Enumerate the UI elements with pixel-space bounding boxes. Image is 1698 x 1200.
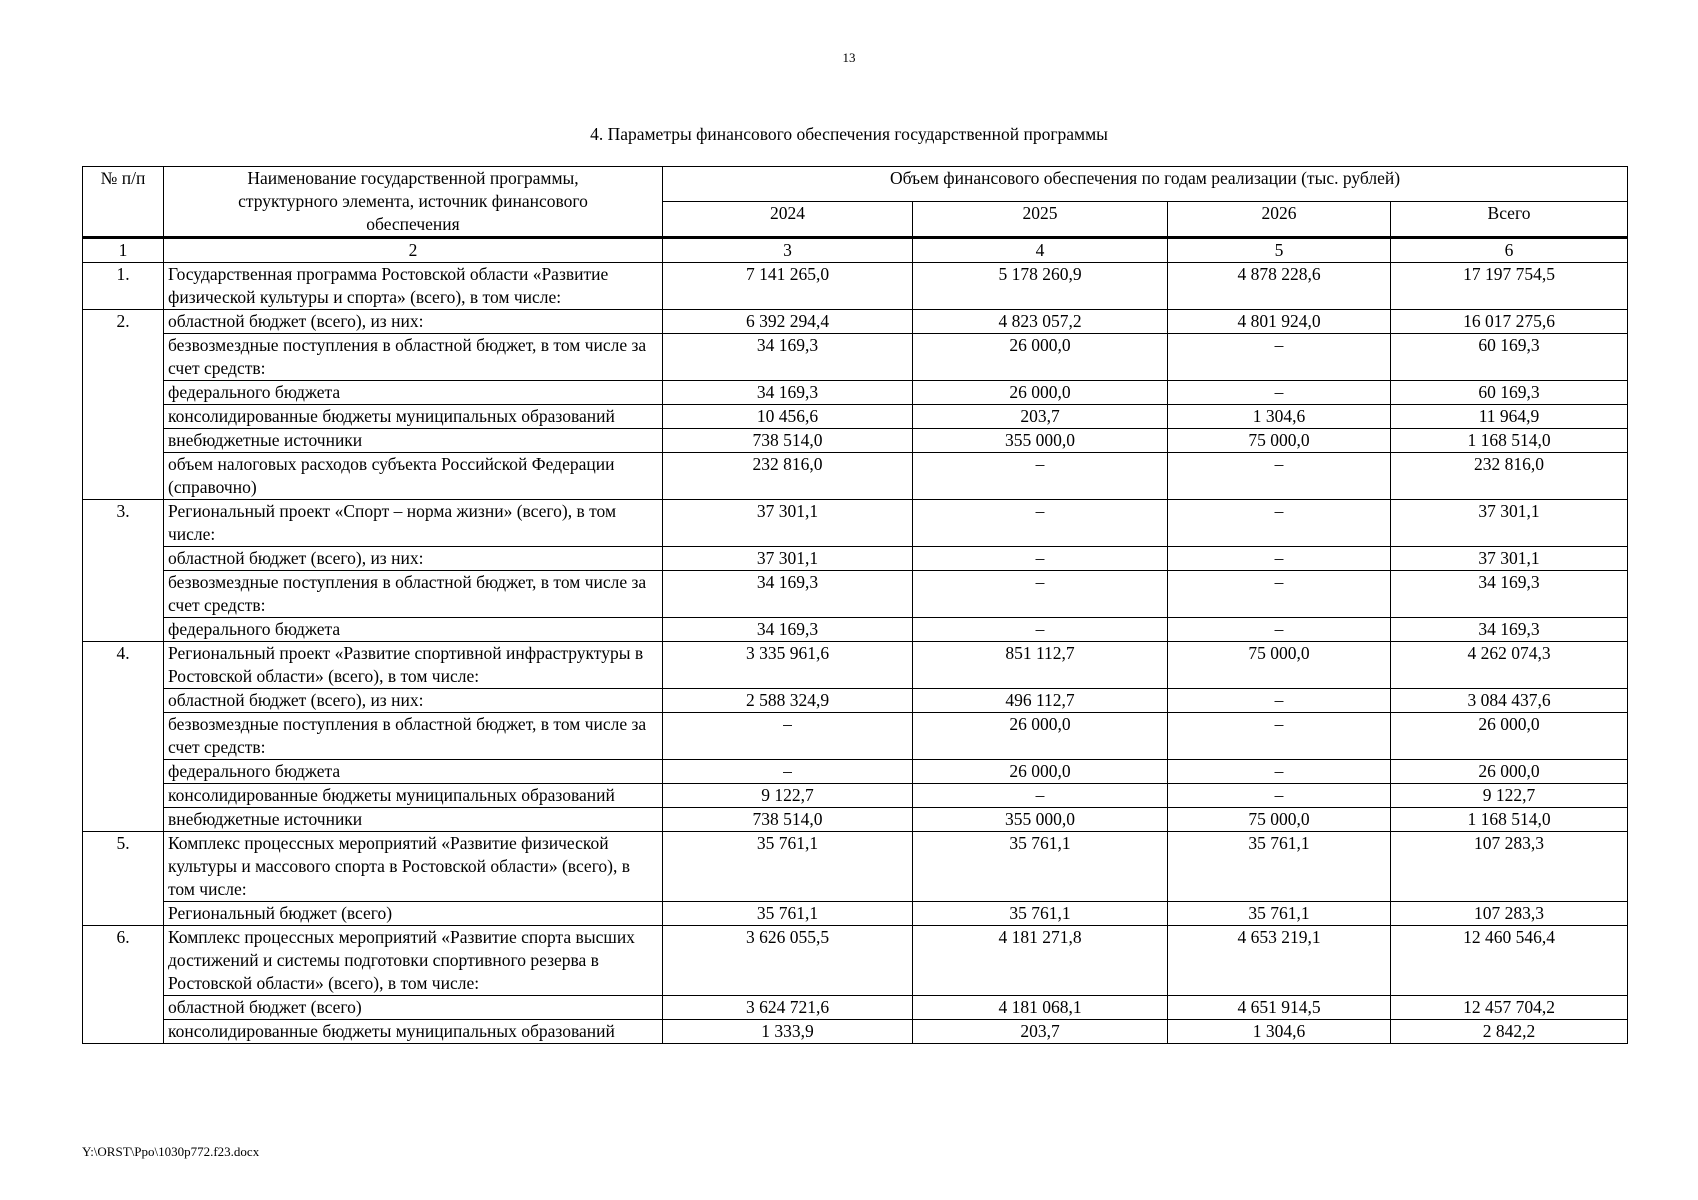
value-2026: – (1168, 760, 1391, 784)
value-total: 37 301,1 (1391, 547, 1628, 571)
value-2026: 1 304,6 (1168, 405, 1391, 429)
value-2024: 3 335 961,6 (663, 642, 913, 689)
table-row (83, 547, 1628, 571)
value-2024: 232 816,0 (663, 453, 913, 500)
value-2024: 34 169,3 (663, 618, 913, 642)
value-2026: 4 651 914,5 (1168, 996, 1391, 1020)
row-name: федерального бюджета (164, 381, 663, 405)
table-row (83, 381, 1628, 405)
header-total: Всего (1391, 201, 1628, 237)
value-2026: 35 761,1 (1168, 832, 1391, 902)
value-2024: 34 169,3 (663, 571, 913, 618)
value-total: 26 000,0 (1391, 713, 1628, 760)
value-2025: 4 181 068,1 (913, 996, 1168, 1020)
table-row (83, 760, 1628, 784)
table-row (83, 263, 1628, 310)
row-name: консолидированные бюджеты муниципальных образований (164, 784, 663, 808)
col-number: 1 (83, 238, 164, 263)
value-2026: – (1168, 453, 1391, 500)
value-2025: 355 000,0 (913, 429, 1168, 453)
value-2026: 4 801 924,0 (1168, 310, 1391, 334)
table-row (83, 832, 1628, 902)
value-2026: 75 000,0 (1168, 642, 1391, 689)
value-2026: 4 653 219,1 (1168, 926, 1391, 996)
value-2025: – (913, 453, 1168, 500)
col-number: 3 (663, 238, 913, 263)
value-2025: 35 761,1 (913, 902, 1168, 926)
row-name: объем налоговых расходов субъекта Российской Федерации (справочно) (164, 453, 663, 500)
value-2025: 203,7 (913, 1020, 1168, 1044)
value-2024: 34 169,3 (663, 334, 913, 381)
value-2026: – (1168, 689, 1391, 713)
value-2025: 203,7 (913, 405, 1168, 429)
value-total: 1 168 514,0 (1391, 429, 1628, 453)
table-row (83, 453, 1628, 500)
value-total: 12 457 704,2 (1391, 996, 1628, 1020)
table-row (83, 334, 1628, 381)
value-2024: – (663, 713, 913, 760)
row-name: областной бюджет (всего), из них: (164, 547, 663, 571)
row-name: федерального бюджета (164, 618, 663, 642)
value-2026: – (1168, 381, 1391, 405)
page-number: 13 (842, 50, 856, 65)
value-2025: – (913, 618, 1168, 642)
row-number: 3. (83, 500, 164, 642)
value-2024: 738 514,0 (663, 808, 913, 832)
table-row (83, 618, 1628, 642)
row-name: областной бюджет (всего), из них: (164, 689, 663, 713)
value-2024: 7 141 265,0 (663, 263, 913, 310)
row-name: Государственная программа Ростовской области «Развитие физической культуры и спорта» (всего), в том числе: (164, 263, 663, 310)
row-name: Комплекс процессных мероприятий «Развитие физической культуры и массового спорта в Ростовской области» (всего), в том числе: (164, 832, 663, 902)
row-name: безвозмездные поступления в областной бюджет, в том числе за счет средств: (164, 334, 663, 381)
value-2025: – (913, 571, 1168, 618)
header-volume: Объем финансового обеспечения по годам реализации (тыс. рублей) (663, 167, 1628, 202)
value-2024: 37 301,1 (663, 500, 913, 547)
table-body (83, 263, 1628, 1044)
value-2025: 355 000,0 (913, 808, 1168, 832)
value-total: 60 169,3 (1391, 381, 1628, 405)
col-number: 5 (1168, 238, 1391, 263)
table-row (83, 310, 1628, 334)
row-name: безвозмездные поступления в областной бюджет, в том числе за счет средств: (164, 713, 663, 760)
row-name: консолидированные бюджеты муниципальных образований (164, 405, 663, 429)
value-total: 107 283,3 (1391, 902, 1628, 926)
value-total: 37 301,1 (1391, 500, 1628, 547)
row-name: областной бюджет (всего), из них: (164, 310, 663, 334)
value-2026: 4 878 228,6 (1168, 263, 1391, 310)
value-2024: 3 624 721,6 (663, 996, 913, 1020)
table-row (83, 808, 1628, 832)
row-name: внебюджетные источники (164, 808, 663, 832)
financing-table (82, 166, 1628, 1044)
value-2024: 10 456,6 (663, 405, 913, 429)
table-row (83, 926, 1628, 996)
value-total: 26 000,0 (1391, 760, 1628, 784)
value-total: 11 964,9 (1391, 405, 1628, 429)
value-2025: 4 181 271,8 (913, 926, 1168, 996)
row-name: Комплекс процессных мероприятий «Развитие спорта высших достижений и системы подготовки спортивного резерва в Ростовской области» (всего), в том числе: (164, 926, 663, 996)
table-row (83, 902, 1628, 926)
row-name: областной бюджет (всего) (164, 996, 663, 1020)
table-row (83, 429, 1628, 453)
value-2026: 75 000,0 (1168, 808, 1391, 832)
value-total: 34 169,3 (1391, 618, 1628, 642)
section-title: 4. Параметры финансового обеспечения государственной программы (590, 124, 1108, 144)
value-2026: – (1168, 618, 1391, 642)
header-name: Наименование государственной программы, структурного элемента, источник финансового обеспечения (164, 167, 663, 238)
value-2025: 26 000,0 (913, 334, 1168, 381)
value-2025: 4 823 057,2 (913, 310, 1168, 334)
value-2024: – (663, 760, 913, 784)
value-2024: 1 333,9 (663, 1020, 913, 1044)
value-2024: 35 761,1 (663, 832, 913, 902)
table-row (83, 500, 1628, 547)
value-2025: 26 000,0 (913, 760, 1168, 784)
value-2026: – (1168, 547, 1391, 571)
value-2025: 851 112,7 (913, 642, 1168, 689)
row-name: Региональный проект «Спорт – норма жизни» (всего), в том числе: (164, 500, 663, 547)
value-2026: 75 000,0 (1168, 429, 1391, 453)
value-total: 17 197 754,5 (1391, 263, 1628, 310)
value-2026: – (1168, 571, 1391, 618)
file-path-footer: Y:\ORST\Ppo\1030p772.f23.docx (82, 1144, 260, 1159)
value-2025: 35 761,1 (913, 832, 1168, 902)
value-total: 60 169,3 (1391, 334, 1628, 381)
row-name: консолидированные бюджеты муниципальных образований (164, 1020, 663, 1044)
value-total: 9 122,7 (1391, 784, 1628, 808)
col-number: 6 (1391, 238, 1628, 263)
col-number: 2 (164, 238, 663, 263)
value-2025: 496 112,7 (913, 689, 1168, 713)
table-row (83, 996, 1628, 1020)
value-2025: 26 000,0 (913, 713, 1168, 760)
value-total: 34 169,3 (1391, 571, 1628, 618)
row-number: 1. (83, 263, 164, 310)
value-2025: – (913, 784, 1168, 808)
value-total: 107 283,3 (1391, 832, 1628, 902)
row-number: 2. (83, 310, 164, 500)
table-row (83, 405, 1628, 429)
value-2026: – (1168, 500, 1391, 547)
table-row (83, 1020, 1628, 1044)
col-number: 4 (913, 238, 1168, 263)
row-name: Региональный проект «Развитие спортивной инфраструктуры в Ростовской области» (всего), в том числе: (164, 642, 663, 689)
table-row (83, 689, 1628, 713)
value-2025: – (913, 500, 1168, 547)
value-total: 232 816,0 (1391, 453, 1628, 500)
value-2024: 3 626 055,5 (663, 926, 913, 996)
value-total: 12 460 546,4 (1391, 926, 1628, 996)
value-2024: 738 514,0 (663, 429, 913, 453)
table-row (83, 571, 1628, 618)
header-num: № п/п (83, 167, 164, 238)
row-number: 5. (83, 832, 164, 926)
header-year-2026: 2026 (1168, 201, 1391, 237)
value-total: 4 262 074,3 (1391, 642, 1628, 689)
header-year-2025: 2025 (913, 201, 1168, 237)
row-name: безвозмездные поступления в областной бюджет, в том числе за счет средств: (164, 571, 663, 618)
value-2026: – (1168, 334, 1391, 381)
value-2026: – (1168, 713, 1391, 760)
table-row (83, 642, 1628, 689)
value-2026: 1 304,6 (1168, 1020, 1391, 1044)
table-row (83, 713, 1628, 760)
value-2024: 37 301,1 (663, 547, 913, 571)
value-total: 3 084 437,6 (1391, 689, 1628, 713)
header-year-2024: 2024 (663, 201, 913, 237)
value-2026: 35 761,1 (1168, 902, 1391, 926)
table-row (83, 784, 1628, 808)
value-total: 16 017 275,6 (1391, 310, 1628, 334)
row-name: внебюджетные источники (164, 429, 663, 453)
row-number: 6. (83, 926, 164, 1044)
row-name: Региональный бюджет (всего) (164, 902, 663, 926)
value-2024: 9 122,7 (663, 784, 913, 808)
value-2024: 2 588 324,9 (663, 689, 913, 713)
value-2025: – (913, 547, 1168, 571)
value-total: 2 842,2 (1391, 1020, 1628, 1044)
value-2024: 35 761,1 (663, 902, 913, 926)
value-2024: 6 392 294,4 (663, 310, 913, 334)
row-name: федерального бюджета (164, 760, 663, 784)
value-2024: 34 169,3 (663, 381, 913, 405)
value-2025: 26 000,0 (913, 381, 1168, 405)
value-2026: – (1168, 784, 1391, 808)
value-2025: 5 178 260,9 (913, 263, 1168, 310)
row-number: 4. (83, 642, 164, 832)
value-total: 1 168 514,0 (1391, 808, 1628, 832)
